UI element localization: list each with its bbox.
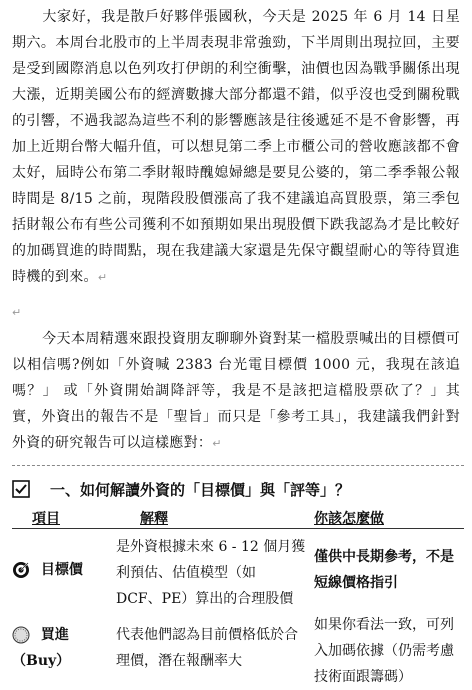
column-header-item: 項目 (32, 511, 60, 527)
feature-paragraph-text: 今天本周精選來跟投資朋友聊聊外資對某一檔股票喊出的目標價可以相信嗎?例如「外資喊 2383 台光電目標價 1000 元，我現在該追嗎？」 或「外資開始調降評等，我是不是該把這檔股票砍了？」其實，外資出的報告不是「聖旨」而只是「參考工具」，我建議我們針對外資的研究報告可以這樣應對： (12, 331, 460, 451)
row-explanation: 代表他們認為目前價格低於合理價，潛在報酬率大 (116, 627, 298, 669)
intro-paragraph (12, 4, 460, 291)
feature-paragraph (12, 326, 460, 457)
intro-paragraph-text: 大家好，我是散戶好夥伴張國秋，今天是 2025 年 6 月 14 日星期六。本周台北股市的上半周表現非常強勁，下半周則出現拉回，主要是受到國際消息以色列攻打伊朗的利空衝擊，油價也因為戰爭關係出現大漲，近期美國公布的經濟數據大部分都還不錯，似乎沒也受到關稅戰的引響，不過我認為這些不利的影響應該是往後遞延不是不會影響，再加上近期台幣大幅升值，可以想見第二季上市櫃公司的營收應該都不會太好，屆時公布第二季財報時醜媳婦總是要見公婆的，第二季季報公報時間是 8/15 之前，現階段股價漲高了我不建議追高買股票，第三季包括財報公布有些公司獲利不如預期如果出現股價下跌我認為才是比較好的加碼買進的時間點，現在我建議大家還是先保守觀望耐心的等待買進時機的到來。 (12, 9, 460, 285)
column-header-explanation: 解釋 (140, 511, 168, 527)
row-action: 僅供中長期參考，不是短線價格指引 (314, 549, 454, 591)
table-header-rule (12, 528, 464, 529)
target-icon (12, 561, 30, 579)
dotted-circle-icon (12, 626, 30, 644)
row-item-label: 目標價 (40, 562, 83, 578)
column-header-action: 你該怎麼做 (314, 511, 384, 527)
row-item-label: 買進（Buy） (12, 627, 71, 669)
row-action: 如果你看法一致，可列入加碼依據（仍需考慮技術面跟籌碼） (314, 617, 454, 685)
section-divider (12, 465, 464, 466)
row-explanation: 是外資根據未來 6 - 12 個月獲利預估、估值模型（如 DCF、PE）算出的合理股價 (116, 539, 306, 607)
paragraph-mark-icon: ↵ (97, 271, 108, 284)
checkbox-icon (12, 480, 30, 498)
section-heading (12, 475, 464, 503)
empty-paragraph-mark-icon: ↵ (12, 306, 22, 319)
table-row-item (12, 557, 112, 583)
section-heading-text: 一、如何解讀外資的「目標價」與「評等」？ (50, 480, 351, 499)
paragraph-mark-icon: ↵ (212, 437, 222, 450)
table-row-item (12, 622, 112, 674)
